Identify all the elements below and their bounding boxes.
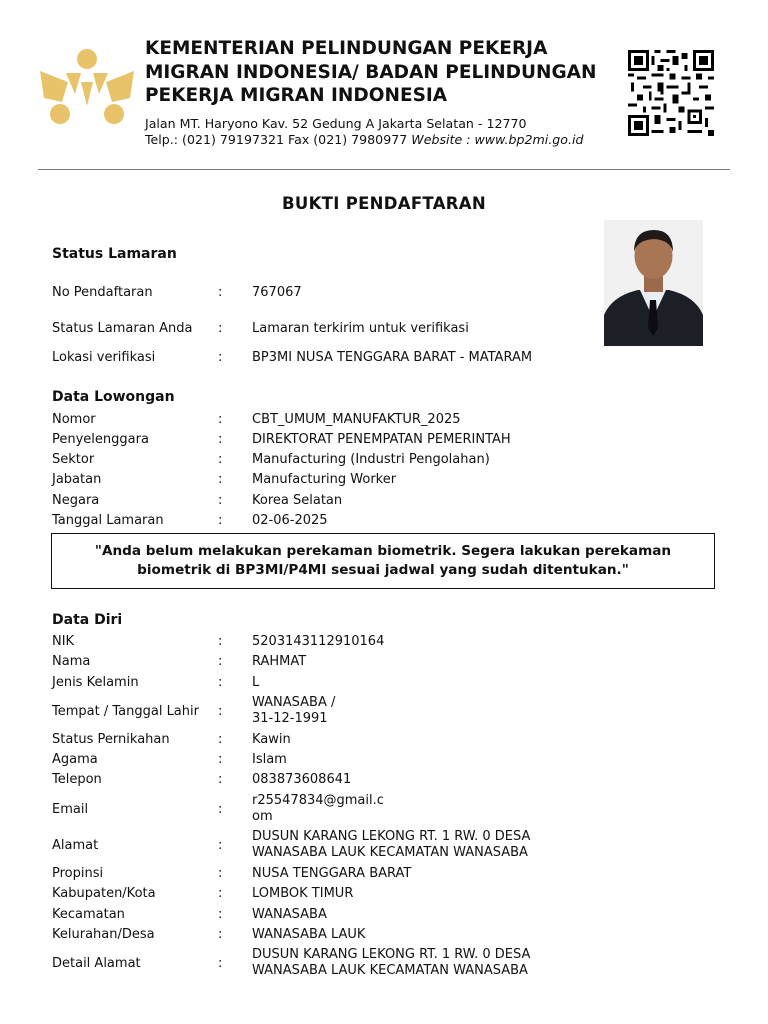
colon: :: [218, 412, 223, 427]
colon: :: [218, 956, 223, 971]
notice-line2: biometrik di BP3MI/P4MI sesuai jadwal yang sudah ditentukan.": [137, 562, 629, 578]
colon: :: [218, 634, 223, 649]
value-sektor: Manufacturing (Industri Pengolahan): [252, 452, 490, 467]
colon: :: [218, 285, 223, 300]
label-agama: Agama: [52, 752, 98, 767]
value-penyelenggara: DIREKTORAT PENEMPATAN PEMERINTAH: [252, 432, 511, 447]
value-tempat-tanggal-lahir: [252, 695, 542, 727]
label-nama: Nama: [52, 654, 91, 669]
value-lokasi-verifikasi: BP3MI NUSA TENGGARA BARAT - MATARAM: [252, 350, 533, 365]
row-sektor: [52, 452, 652, 472]
row-tanggal-lamaran: [52, 513, 652, 533]
row-tempat-tanggal-lahir: [52, 695, 652, 729]
row-status-lamaran: [52, 321, 652, 341]
label-penyelenggara: Penyelenggara: [52, 432, 149, 447]
colon: :: [218, 927, 223, 942]
section-data-lowongan: Data Lowongan: [52, 389, 175, 405]
colon: :: [218, 321, 223, 336]
colon: :: [218, 907, 223, 922]
row-jenis-kelamin: [52, 675, 652, 695]
colon: :: [218, 866, 223, 881]
qr-code-icon: [626, 50, 716, 136]
label-negara: Negara: [52, 493, 100, 508]
label-lokasi-verifikasi: Lokasi verifikasi: [52, 350, 156, 365]
label-sektor: Sektor: [52, 452, 95, 467]
colon: :: [218, 472, 223, 487]
alamat-line2: WANASABA LAUK KECAMATAN WANASABA: [252, 845, 528, 860]
colon: :: [218, 704, 223, 719]
value-negara: Korea Selatan: [252, 493, 343, 508]
row-telepon: [52, 772, 652, 792]
value-telepon: 083873608641: [252, 772, 352, 787]
row-no-pendaftaran: [52, 285, 652, 305]
label-no-pendaftaran: No Pendaftaran: [52, 285, 153, 300]
label-propinsi: Propinsi: [52, 866, 104, 881]
value-alamat: [252, 829, 592, 861]
value-jenis-kelamin: L: [252, 675, 260, 690]
header-divider: [38, 169, 730, 170]
value-status-lamaran: Lamaran terkirim untuk verifikasi: [252, 321, 469, 336]
detail-line1: DUSUN KARANG LEKONG RT. 1 RW. 0 DESA: [252, 947, 531, 962]
colon: :: [218, 675, 223, 690]
row-agama: [52, 752, 652, 772]
label-status-lamaran: Status Lamaran Anda: [52, 321, 193, 336]
row-status-pernikahan: [52, 732, 652, 752]
colon: :: [218, 493, 223, 508]
biometric-notice: [51, 533, 715, 589]
value-nik: 5203143112910164: [252, 634, 385, 649]
row-negara: [52, 493, 652, 513]
label-kelurahan-desa: Kelurahan/Desa: [52, 927, 155, 942]
label-kabupaten-kota: Kabupaten/Kota: [52, 886, 156, 901]
colon: :: [218, 452, 223, 467]
row-alamat: [52, 829, 652, 863]
org-title-line2: MIGRAN INDONESIA/ BADAN PELINDUNGAN: [145, 61, 597, 83]
bp2mi-logo: [38, 46, 136, 138]
value-status-pernikahan: Kawin: [252, 732, 291, 747]
contact-line: [145, 132, 615, 148]
label-tanggal-lamaran: Tanggal Lamaran: [52, 513, 164, 528]
value-nomor: CBT_UMUM_MANUFAKTUR_2025: [252, 412, 461, 427]
value-kecamatan: WANASABA: [252, 907, 327, 922]
row-nik: [52, 634, 652, 654]
row-propinsi: [52, 866, 652, 886]
address-line: Jalan MT. Haryono Kav. 52 Gedung A Jakarta Selatan - 12770: [145, 116, 527, 131]
row-nama: [52, 654, 652, 674]
label-jabatan: Jabatan: [52, 472, 102, 487]
ttl-line2: 31-12-1991: [252, 711, 328, 726]
colon: :: [218, 654, 223, 669]
label-detail-alamat: Detail Alamat: [52, 956, 141, 971]
colon: :: [218, 752, 223, 767]
phone-fax: Telp.: (021) 79197321 Fax (021) 7980977: [145, 131, 408, 147]
org-title-line1: KEMENTERIAN PELINDUNGAN PEKERJA: [145, 38, 548, 59]
row-email: [52, 793, 652, 827]
notice-line1: "Anda belum melakukan perekaman biometrik. Segera lakukan perekaman: [94, 543, 672, 559]
row-lokasi-verifikasi: [52, 350, 652, 370]
value-jabatan: Manufacturing Worker: [252, 472, 397, 487]
website: Website : www.bp2mi.go.id: [411, 131, 584, 147]
value-no-pendaftaran: 767067: [252, 285, 302, 300]
section-data-diri: Data Diri: [52, 612, 123, 628]
label-nik: NIK: [52, 634, 75, 649]
section-status-lamaran: Status Lamaran: [52, 246, 177, 262]
colon: :: [218, 802, 223, 817]
value-nama: RAHMAT: [252, 654, 307, 669]
row-jabatan: [52, 472, 652, 492]
label-telepon: Telepon: [52, 772, 102, 787]
colon: :: [218, 432, 223, 447]
colon: :: [218, 838, 223, 853]
organization-title: [145, 37, 615, 108]
ttl-line1: WANASABA /: [252, 695, 336, 710]
row-kabupaten-kota: [52, 886, 652, 906]
colon: :: [218, 513, 223, 528]
label-email: Email: [52, 802, 89, 817]
email-line2: om: [252, 809, 273, 824]
label-status-pernikahan: Status Pernikahan: [52, 732, 170, 747]
value-kabupaten-kota: LOMBOK TIMUR: [252, 886, 354, 901]
email-line1: r25547834@gmail.c: [252, 793, 384, 808]
row-kelurahan-desa: [52, 927, 652, 947]
colon: :: [218, 886, 223, 901]
detail-line2: WANASABA LAUK KECAMATAN WANASABA: [252, 963, 528, 978]
value-detail-alamat: [252, 947, 592, 979]
label-nomor: Nomor: [52, 412, 96, 427]
colon: :: [218, 732, 223, 747]
value-kelurahan-desa: WANASABA LAUK: [252, 927, 366, 942]
org-title-line3: PEKERJA MIGRAN INDONESIA: [145, 85, 448, 106]
colon: :: [218, 772, 223, 787]
value-agama: Islam: [252, 752, 287, 767]
value-propinsi: NUSA TENGGARA BARAT: [252, 866, 412, 881]
document-title: BUKTI PENDAFTARAN: [282, 194, 486, 213]
label-tempat-tanggal-lahir: Tempat / Tanggal Lahir: [52, 704, 199, 719]
row-penyelenggara: [52, 432, 652, 452]
label-alamat: Alamat: [52, 838, 99, 853]
row-kecamatan: [52, 907, 652, 927]
label-jenis-kelamin: Jenis Kelamin: [52, 675, 139, 690]
row-nomor: [52, 412, 652, 432]
organization-address: [145, 116, 615, 147]
row-detail-alamat: [52, 947, 652, 981]
value-tanggal-lamaran: 02-06-2025: [252, 513, 328, 528]
value-email: [252, 793, 542, 825]
alamat-line1: DUSUN KARANG LEKONG RT. 1 RW. 0 DESA: [252, 829, 531, 844]
label-kecamatan: Kecamatan: [52, 907, 125, 922]
colon: :: [218, 350, 223, 365]
